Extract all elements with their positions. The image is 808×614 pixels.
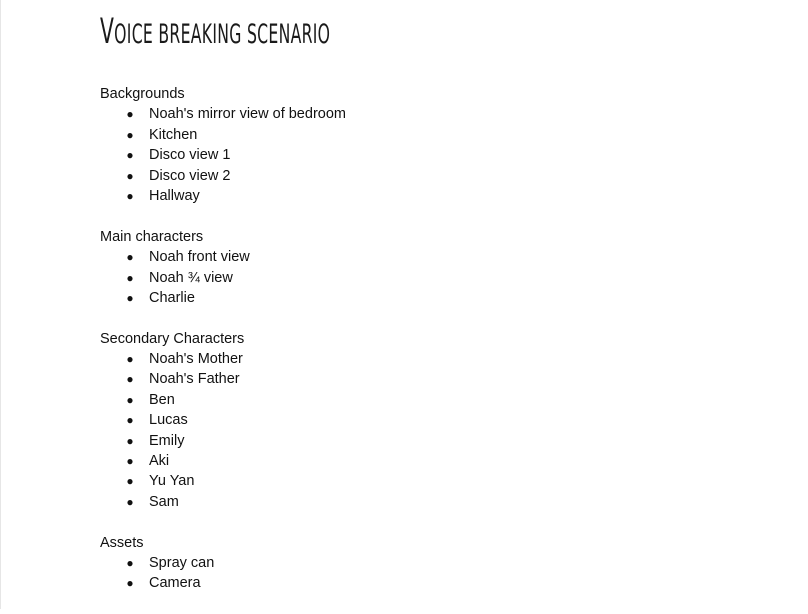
bullet-icon: ● [126,474,134,489]
list-item [100,492,346,512]
list-item-text: Aki [149,453,170,470]
bullet-icon: ● [126,433,134,448]
list-item [100,104,346,124]
bullet-icon: ● [126,352,134,367]
document-title [100,12,330,55]
list-item-text: Lucas [149,412,188,429]
list-item [100,553,346,573]
list-item-text: Spray can [149,554,215,571]
list-item [100,125,346,145]
list-item [100,349,346,369]
list-item [100,247,346,267]
list-item-text: Kitchen [149,126,198,143]
list-item-text: Disco view 2 [149,167,231,184]
list-item [100,186,346,206]
list-item [100,288,346,308]
list-item [100,166,346,186]
list-item-text: Emily [149,432,185,449]
list-item [100,410,346,430]
bullet-icon: ● [126,413,134,428]
list-item-text: Disco view 1 [149,147,231,164]
bullet-icon: ● [126,372,134,387]
list-item [100,431,346,451]
section-heading: Backgrounds [100,86,185,102]
bullet-list [100,553,346,594]
section-assets [100,533,346,594]
list-item-text: Sam [149,493,179,510]
bullet-icon: ● [126,188,134,203]
section-heading: Main characters [100,228,204,245]
bullet-list [100,104,346,206]
list-item [100,268,346,288]
list-item-text: Charlie [149,289,195,306]
list-item [100,451,346,471]
bullet-icon: ● [126,168,134,183]
bullet-icon: ● [126,127,134,142]
bullet-list [100,349,346,512]
bullet-icon: ● [126,250,134,265]
bullet-icon: ● [126,454,134,469]
title-first-letter: V [100,12,115,52]
list-item-text: Ben [149,391,175,408]
bullet-icon: ● [126,576,134,591]
bullet-list [100,247,346,308]
section-secondary-characters [100,329,346,513]
list-item-text: Noah's Father [149,371,240,388]
list-item-text: Noah's mirror view of bedroom [149,106,346,123]
list-item-text: Noah's Mother [149,351,243,368]
bullet-icon: ● [126,270,134,285]
list-item-text: Noah ¾ view [149,269,233,286]
section-heading: Secondary Characters [100,330,245,347]
title-rest: OICE BREAKING SCENARIO [114,19,331,50]
list-item-text: Camera [149,575,201,592]
list-item [100,573,346,593]
section-backgrounds [100,84,346,206]
list-item-text: Yu Yan [149,473,195,490]
list-item [100,390,346,410]
list-item [100,471,346,491]
bullet-icon: ● [126,107,134,122]
bullet-icon: ● [126,290,134,305]
list-item-text: Noah front view [149,249,250,266]
bullet-icon: ● [126,494,134,509]
bullet-icon: ● [126,555,134,570]
document-body [100,84,346,614]
bullet-icon: ● [126,392,134,407]
section-main-characters [100,227,346,309]
list-item [100,145,346,165]
bullet-icon: ● [126,148,134,163]
list-item-text: Hallway [149,187,200,204]
section-heading: Assets [100,534,144,551]
list-item [100,369,346,389]
